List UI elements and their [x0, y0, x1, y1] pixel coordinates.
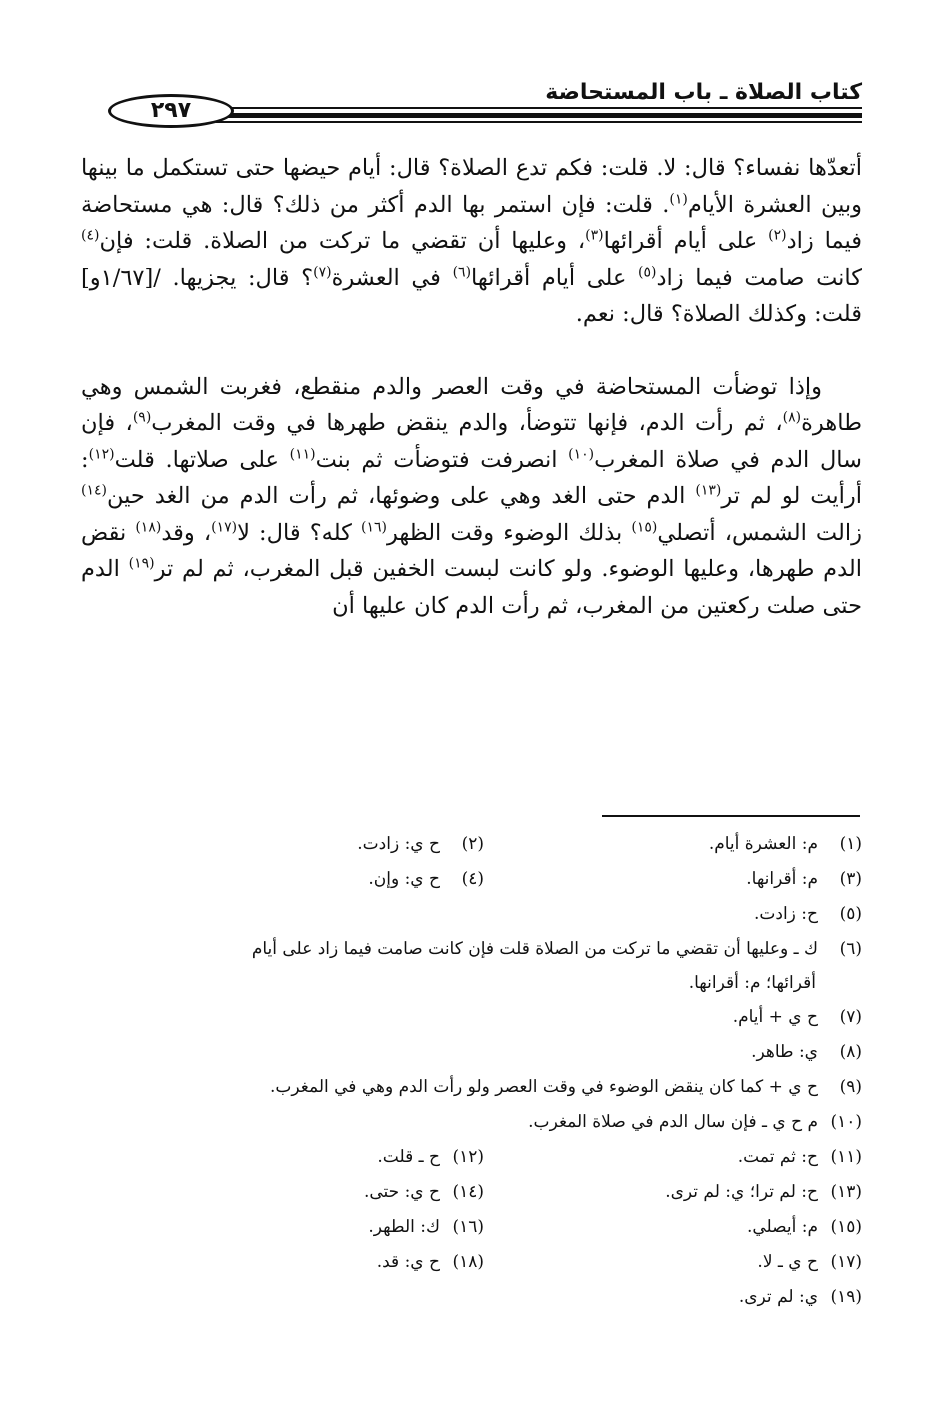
footnote-number: (١٨): [452, 1252, 484, 1272]
footnote-text: ح: ثم تمت.: [737, 1147, 818, 1167]
footnote-text: ي: طاهر.: [751, 1042, 818, 1062]
footnote-ref-13[interactable]: (١٣): [695, 482, 722, 499]
footnote-row: [106, 1070, 862, 1105]
footnote-text: ح: زادت.: [753, 904, 818, 924]
footnote-row: [106, 1210, 862, 1245]
header-rule-bottom: [216, 121, 862, 123]
text-run: على أيام أقرائها: [471, 264, 639, 291]
text-run: نقض الدم طهرها، وعليها الوضوء. ولو كانت لبست الخفين قبل المغرب، ثم لم تر: [81, 519, 863, 582]
text-run: أتعدّها نفساء؟ قال: لا. قلت: فكم تدع الصلاة؟ قال: أيام حيضها حتى تستكمل ما بينها وبين العشرة الأيام: [81, 155, 862, 218]
footnote-ref-1[interactable]: (١): [669, 191, 688, 207]
text-run: ؟ قال: يجزيها. /[١/٦٧و] قلت: وكذلك الصلاة؟ قال: نعم.: [81, 264, 862, 327]
footnote-row: [106, 1000, 862, 1035]
footnote-number: (٧): [839, 1007, 862, 1027]
footnote-text: م: أيصلي.: [746, 1217, 818, 1237]
footnote-6: [106, 932, 862, 967]
main-text: [81, 150, 862, 624]
footnote-ref-19[interactable]: (١٩): [128, 555, 155, 572]
footnote-number: (١٩): [830, 1287, 862, 1307]
footnote-text: أقرائها؛ م: أقرانها.: [688, 973, 816, 993]
footnote-text: ح ي + أيام.: [732, 1007, 818, 1027]
footnote-18: [106, 1245, 484, 1280]
footnote-row: [106, 1140, 862, 1175]
footnote-ref-2[interactable]: (٢): [768, 227, 787, 244]
footnote-row: [106, 862, 862, 897]
footnote-number: (١): [839, 834, 862, 854]
footnote-number: (١٤): [452, 1182, 484, 1202]
paragraph-2: [81, 369, 862, 625]
footnote-11: [484, 1140, 862, 1175]
footnote-number: (٦): [839, 939, 862, 959]
footnote-number: (٢): [461, 834, 484, 854]
footnote-text: ح ي + كما كان ينقض الوضوء في وقت العصر ولو رأت الدم وهي في المغرب.: [270, 1077, 818, 1097]
footnote-15: [484, 1210, 862, 1245]
footnote-row: [106, 1175, 862, 1210]
text-run: كانت صامت فيما زاد: [656, 264, 862, 291]
text-run: . قلت: فإن استمر بها الدم أكثر من ذلك؟ قال: هي مستحاضة فيما زاد: [81, 191, 863, 254]
footnote-text: ح: لم ترا؛ ي: لم ترى.: [665, 1182, 818, 1202]
footnote-divider: [602, 815, 860, 817]
footnote-number: (١٣): [830, 1182, 862, 1202]
text-run: الدم حتى الغد وهي على وضوئها، ثم رأت الدم من الغد حين: [106, 483, 696, 509]
text-run: في العشرة: [331, 264, 453, 291]
text-run: كله؟ قال: لا: [237, 519, 361, 546]
footnote-row: [106, 1105, 862, 1140]
footnote-7: [106, 1000, 862, 1035]
footnote-13: [484, 1175, 862, 1210]
page-header: [108, 76, 862, 136]
footnote-row: [106, 932, 862, 967]
footnote-text: ح ي: حتى.: [363, 1182, 440, 1202]
text-run: وإذا توضأت المستحاضة في وقت العصر والدم منقطع، فغربت الشمس وهي طاهرة: [81, 373, 862, 436]
footnote-text: ح ي: زادت.: [357, 834, 440, 854]
footnote-number: (١٦): [452, 1217, 484, 1237]
footnote-text: م: العشرة أيام.: [708, 834, 818, 854]
footnote-3: [484, 862, 862, 897]
footnote-ref-6[interactable]: (٦): [452, 264, 472, 280]
footnote-text: ح ي: وإن.: [368, 869, 440, 889]
footnote-5: [106, 897, 862, 932]
footnote-number: (٩): [839, 1077, 862, 1097]
footnote-ref-4[interactable]: (٤): [81, 227, 100, 244]
paragraph-1: [81, 150, 862, 333]
footnote-number: (١٢): [452, 1147, 484, 1167]
footnote-ref-16[interactable]: (١٦): [360, 519, 387, 535]
text-run: ، ثم رأت الدم، فإنها تتوضأ، والدم ينقض طهرها في وقت المغرب: [151, 410, 783, 436]
footnote-text: ح ي ـ لا.: [757, 1252, 818, 1272]
text-run: انصرفت فتوضأت ثم بنت: [315, 446, 569, 473]
footnote-16: [106, 1210, 484, 1245]
footnote-number: (١٠): [830, 1112, 862, 1132]
footnote-row: [106, 1280, 862, 1315]
text-run: ، وعليها أن تقضي ما تركت من الصلاة. قلت: فإن: [99, 228, 586, 254]
footnote-14: [106, 1175, 484, 1210]
header-rule-thick: [216, 113, 862, 118]
footnote-2: [106, 827, 484, 862]
text-run: على أيام أقرائها: [603, 228, 769, 254]
footnote-row: [106, 827, 862, 862]
footnote-row: [106, 967, 862, 1000]
text-run: على صلاتها. قلت: [114, 446, 290, 473]
footnote-number: (٨): [839, 1042, 862, 1062]
footnote-text: ح ـ قلت.: [377, 1147, 440, 1167]
footnote-number: (١١): [830, 1147, 862, 1167]
footnote-ref-7[interactable]: (٧): [313, 264, 332, 280]
text-run: ، وقد: [161, 519, 212, 546]
footnote-ref-14[interactable]: (١٤): [81, 482, 107, 499]
footnote-10: [106, 1105, 862, 1140]
footnote-ref-11[interactable]: (١١): [289, 446, 316, 462]
footnote-number: (٤): [461, 869, 484, 889]
footnote-text: ح ي: قد.: [376, 1252, 440, 1272]
footnote-ref-10[interactable]: (١٠): [568, 446, 595, 462]
footnote-ref-12[interactable]: (١٢): [88, 446, 115, 462]
footnote-number: (٣): [839, 869, 862, 889]
footnote-ref-3[interactable]: (٣): [585, 227, 604, 244]
footnote-ref-18[interactable]: (١٨): [135, 519, 162, 535]
footnote-row: [106, 1035, 862, 1070]
footnote-ref-15[interactable]: (١٥): [631, 519, 658, 535]
footnote-text: ك: الطهر.: [368, 1217, 440, 1237]
footnote-ref-5[interactable]: (٥): [638, 264, 657, 280]
page-number: ٢٩٧: [108, 94, 234, 128]
footnote-text: م ح ي ـ فإن سال الدم في صلاة المغرب.: [528, 1112, 818, 1132]
text-run: الدم حتى صلت ركعتين من المغرب، ثم رأت الدم كان عليها أن: [81, 556, 862, 619]
footnote-text: ي: لم ترى.: [738, 1287, 818, 1307]
text-run: بذلك الوضوء وقت الظهر: [386, 519, 632, 546]
footnote-ref-8[interactable]: (٨): [782, 409, 802, 426]
footnote-text: م: أقرانها.: [746, 869, 818, 889]
footnote-4: [106, 862, 484, 897]
footnote-row: [106, 897, 862, 932]
footnote-text: ك ـ وعليها أن تقضي ما تركت من الصلاة قلت فإن كانت صامت فيما زاد على أيام: [251, 939, 818, 959]
footnotes: [106, 827, 862, 1315]
footnote-6-continuation: [106, 967, 862, 1000]
header-rule-top: [216, 107, 862, 109]
running-title: كتاب الصلاة ـ باب المستحاضة: [545, 80, 862, 105]
footnote-row: [106, 1245, 862, 1280]
footnote-number: (٥): [839, 904, 862, 924]
footnote-1: [484, 827, 862, 862]
footnote-19: [106, 1280, 862, 1315]
text-run: : أرأيت لو لم تر: [81, 446, 862, 509]
footnote-12: [106, 1140, 484, 1175]
footnote-ref-17[interactable]: (١٧): [211, 519, 238, 535]
footnote-9: [106, 1070, 862, 1105]
footnote-8: [106, 1035, 862, 1070]
text-run: ، فإن سال الدم في صلاة المغرب: [81, 410, 863, 473]
footnote-ref-9[interactable]: (٩): [132, 409, 152, 426]
footnote-number: (١٧): [830, 1252, 862, 1272]
footnote-17: [484, 1245, 862, 1280]
text-run: زالت الشمس، أتصلي: [657, 519, 862, 546]
footnote-number: (١٥): [830, 1217, 862, 1237]
